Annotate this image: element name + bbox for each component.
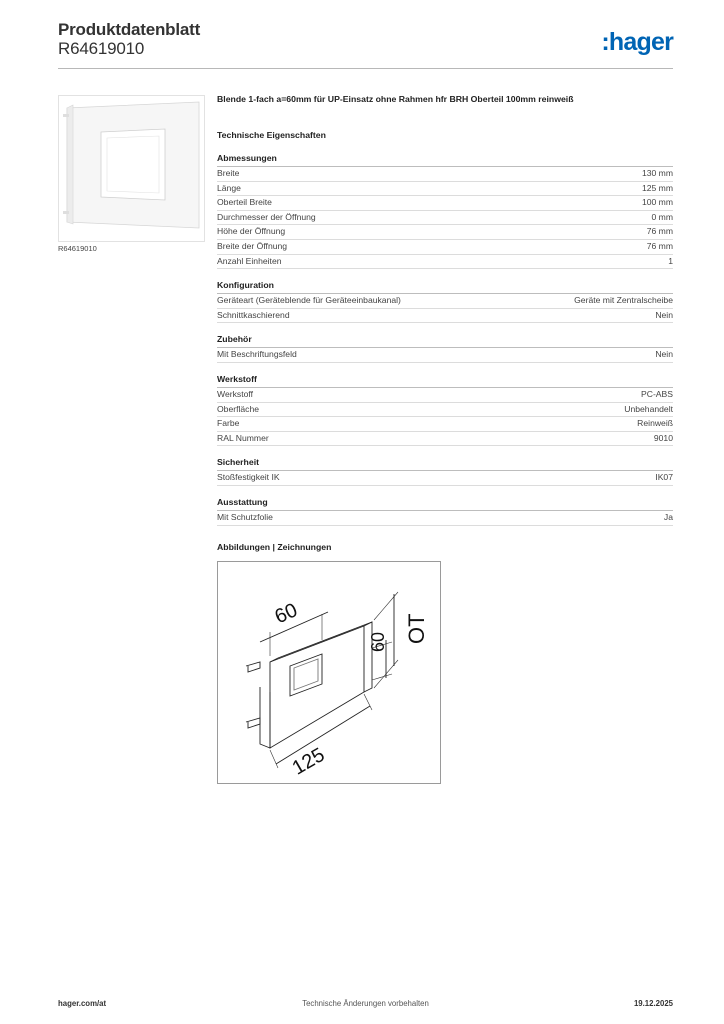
property-row — [217, 294, 673, 309]
property-label: Länge — [217, 182, 241, 193]
property-value: 1 — [668, 255, 673, 266]
property-label: Mit Schutzfolie — [217, 511, 273, 522]
property-value: 9010 — [653, 432, 673, 443]
property-row — [217, 511, 673, 526]
property-row — [217, 471, 673, 486]
property-row — [217, 388, 673, 403]
section-title: Konfiguration — [217, 280, 673, 294]
product-image — [58, 95, 205, 242]
property-label: Breite — [217, 168, 240, 178]
property-value: Nein — [655, 309, 673, 320]
property-label: Höhe der Öffnung — [217, 226, 286, 237]
property-value: PC-ABS — [641, 388, 673, 399]
product-details — [217, 94, 673, 526]
property-row — [217, 432, 673, 447]
property-label: Mit Beschriftungsfeld — [217, 349, 297, 360]
section-title: Abmessungen — [217, 153, 673, 167]
dim-label-bottom: 125 — [288, 743, 329, 780]
property-row — [217, 240, 673, 255]
property-label: Geräteart (Geräteblende für Geräteeinbaukanal) — [217, 295, 401, 306]
section-title: Werkstoff — [217, 374, 673, 388]
image-caption: R64619010 — [58, 244, 97, 253]
product-photo-icon — [59, 96, 204, 241]
property-row — [217, 309, 673, 324]
technical-properties-heading: Technische Eigenschaften — [217, 130, 326, 140]
property-label: Breite der Öffnung — [217, 240, 288, 251]
property-value: Unbehandelt — [624, 403, 673, 414]
article-number: R64619010 — [58, 39, 145, 58]
property-row — [217, 417, 673, 432]
dim-label-side: 60 — [368, 631, 388, 652]
property-value: Reinweiß — [637, 418, 673, 429]
property-row — [217, 225, 673, 240]
property-row — [217, 255, 673, 270]
hager-logo: :hager — [601, 28, 673, 56]
page-footer — [58, 999, 673, 1011]
section-title: Ausstattung — [217, 497, 673, 511]
drawings-heading: Abbildungen | Zeichnungen — [217, 542, 332, 552]
property-label: RAL Nummer — [217, 432, 269, 443]
page-header — [58, 20, 673, 68]
property-row — [217, 348, 673, 363]
section-abmessungen — [217, 153, 673, 269]
property-value: Ja — [663, 511, 673, 522]
property-label: Farbe — [217, 418, 240, 429]
footer-disclaimer: Technische Änderungen vorbehalten — [302, 999, 429, 1008]
property-label: Werkstoff — [217, 388, 253, 399]
footer-date: 19.12.2025 — [633, 999, 673, 1008]
section-zubeh-r — [217, 334, 673, 363]
section-werkstoff — [217, 374, 673, 446]
property-label: Oberfläche — [217, 403, 260, 414]
dimension-drawing — [217, 561, 441, 784]
section-konfiguration — [217, 280, 673, 323]
property-value: 76 mm — [646, 240, 673, 251]
section-title: Sicherheit — [217, 457, 673, 471]
dim-label-top: 60 — [271, 599, 301, 629]
property-label: Oberteil Breite — [217, 197, 272, 208]
property-label: Stoßfestigkeit IK — [217, 472, 280, 483]
property-value: 130 mm — [641, 168, 673, 178]
property-value: 100 mm — [641, 197, 673, 208]
property-row — [217, 182, 673, 197]
section-title: Zubehör — [217, 334, 673, 348]
property-value: IK07 — [655, 472, 673, 483]
property-label: Anzahl Einheiten — [217, 255, 282, 266]
header-divider — [58, 68, 673, 69]
page-title: Produktdatenblatt — [58, 20, 201, 39]
dim-label-height: OT — [404, 613, 429, 644]
property-value: Geräte mit Zentralscheibe — [574, 295, 673, 306]
property-label: Durchmesser der Öffnung — [217, 211, 316, 222]
property-value: Nein — [655, 349, 673, 360]
product-description: Blende 1-fach a=60mm für UP-Einsatz ohne Rahmen hfr BRH Oberteil 100mm reinweiß — [217, 94, 574, 104]
section-ausstattung — [217, 497, 673, 526]
technical-drawing-icon — [218, 562, 440, 783]
property-value: 76 mm — [646, 226, 673, 237]
property-row — [217, 211, 673, 226]
property-row — [217, 196, 673, 211]
section-sicherheit — [217, 457, 673, 486]
property-value: 125 mm — [641, 182, 673, 193]
property-sections — [217, 153, 673, 526]
footer-website-link[interactable]: hager.com/at — [58, 999, 107, 1008]
property-row — [217, 167, 673, 182]
property-label: Schnittkaschierend — [217, 309, 290, 320]
property-row — [217, 403, 673, 418]
property-value: 0 mm — [651, 211, 673, 222]
